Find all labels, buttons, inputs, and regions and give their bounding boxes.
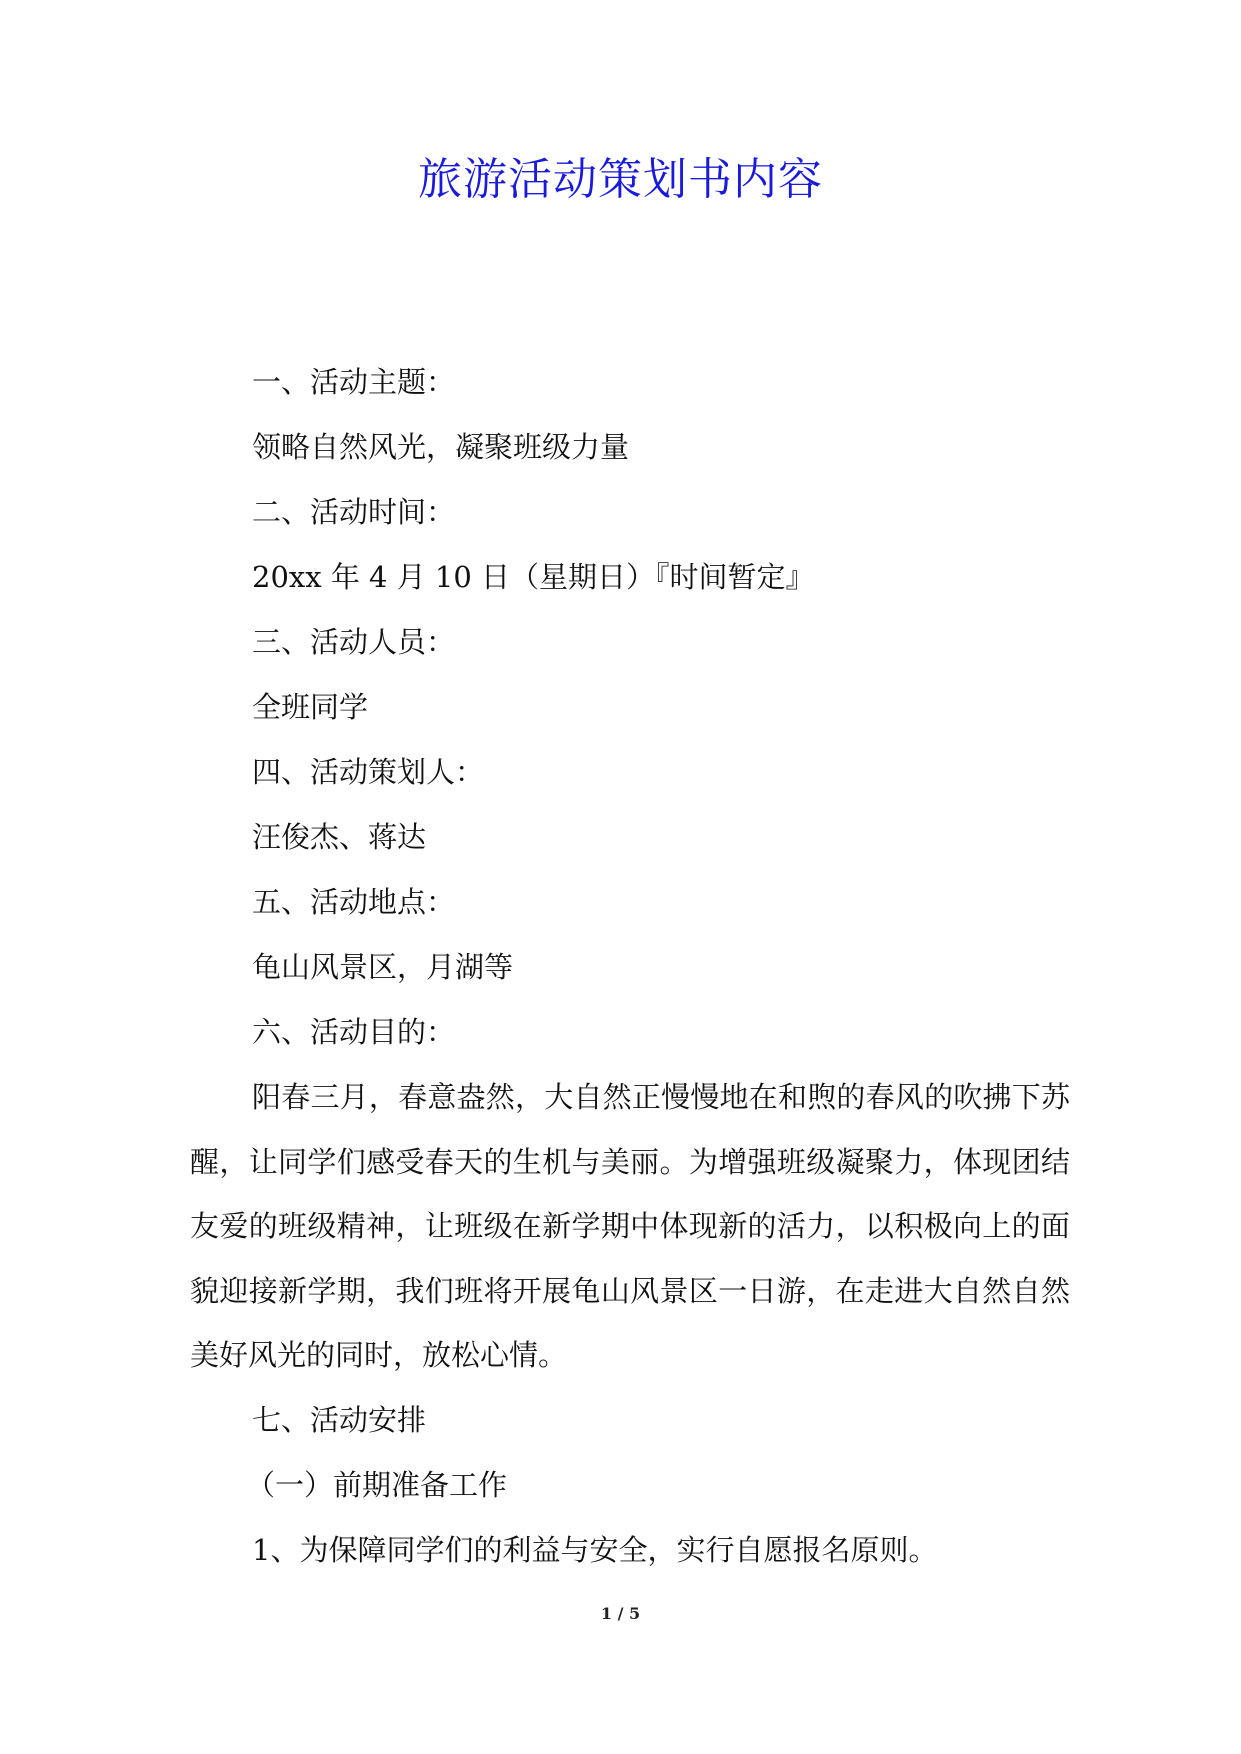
section-heading-people: 三、活动人员： [252, 625, 456, 659]
section-text-time: 20xx 年 4 月 10 日（星期日）『时间暂定』 [252, 560, 815, 594]
section-heading-arrangement: 七、活动安排 [252, 1402, 427, 1437]
page-number: 1 / 5 [600, 1604, 641, 1623]
subheading-preparation: （一）前期准备工作 [246, 1467, 508, 1502]
section-heading-theme: 一、活动主题： [252, 365, 456, 399]
section-text-planner: 汪俊杰、蒋达 [252, 820, 427, 854]
section-heading-location: 五、活动地点： [252, 885, 456, 919]
section-text-people: 全班同学 [252, 690, 369, 724]
document-title: 旅游活动策划书内容 [418, 154, 823, 205]
section-text-location: 龟山风景区，月湖等 [252, 950, 514, 984]
document-body [190, 350, 1070, 1583]
section-heading-time: 二、活动时间： [252, 495, 456, 529]
section-paragraph-purpose: 阳春三月，春意盎然，大自然正慢慢地在和煦的春风的吹拂下苏醒，让同学们感受春天的生机与美丽。为增强班级凝聚力，体现团结友爱的班级精神，让班级在新学期中体现新的活力，以积极向上的面貌迎接新学期，我们班将开展龟山风景区一日游，在走进大自然自然美好风光的同时，放松心情。 [190, 1080, 1070, 1372]
section-heading-planner: 四、活动策划人： [252, 755, 485, 789]
list-item-1: 1、为保障同学们的利益与安全，实行自愿报名原则。 [252, 1532, 938, 1567]
section-heading-purpose: 六、活动目的： [252, 1015, 456, 1049]
section-text-theme: 领略自然风光，凝聚班级力量 [252, 430, 630, 464]
